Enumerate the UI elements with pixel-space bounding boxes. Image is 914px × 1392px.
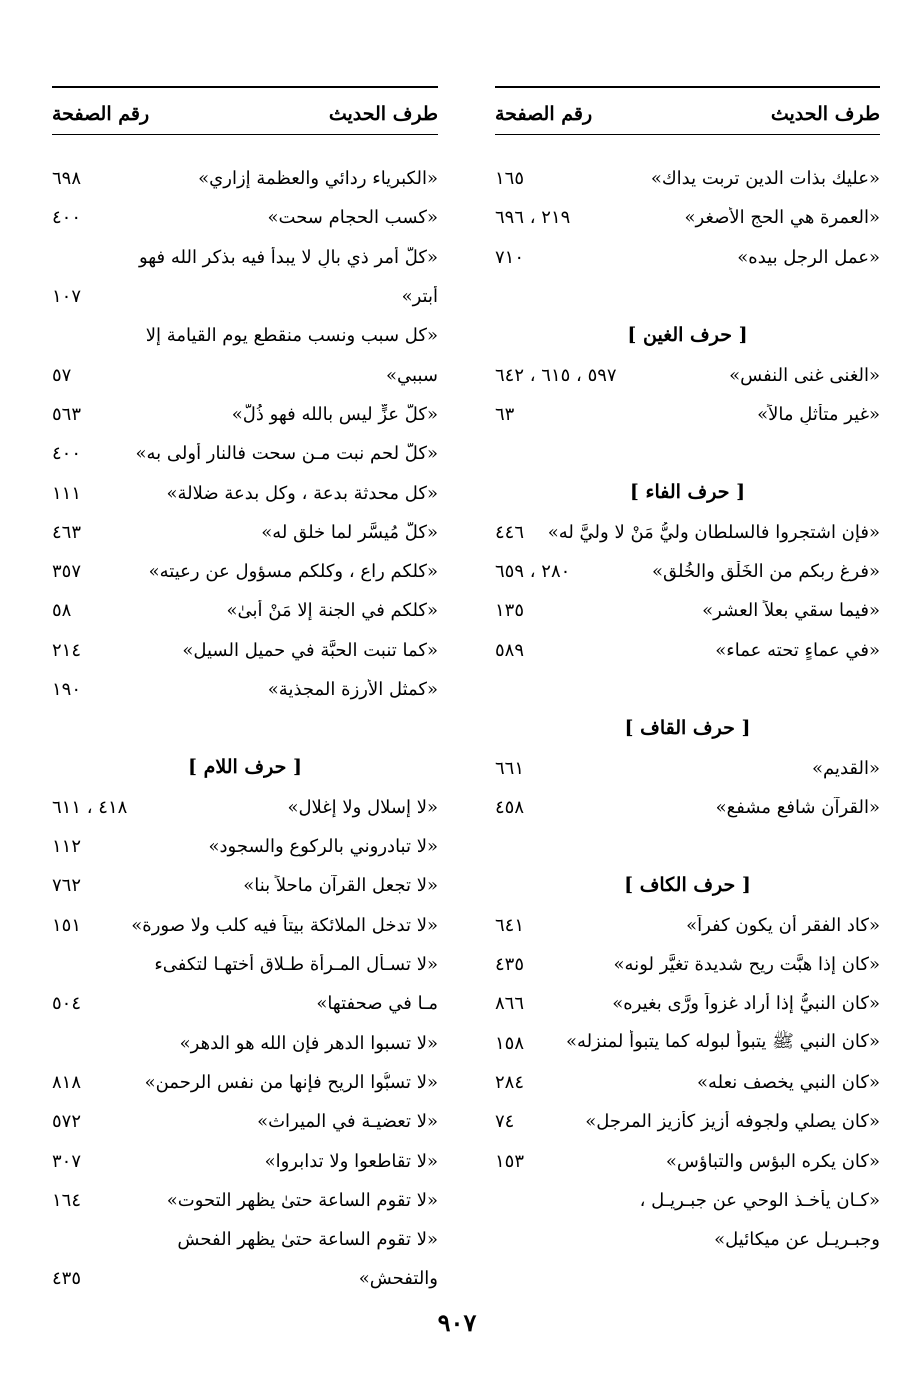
page-ref: ١٠٧ (52, 286, 82, 308)
page-ref: ٨٦٦ (495, 993, 525, 1015)
index-entry (52, 1102, 438, 1141)
index-entry (495, 984, 880, 1023)
left-column (52, 86, 438, 1299)
hadith-text: «كل محدثة بدعة ، وكل بدعة ضلالة» (166, 482, 438, 504)
index-entry (495, 906, 880, 945)
index-entry (495, 355, 880, 394)
page-ref: ١٦٥ (495, 168, 525, 190)
term-header: طرف الحديث (770, 103, 880, 125)
section-gap (495, 827, 880, 866)
index-entry (495, 591, 880, 630)
page-ref: ٣٥٧ (52, 561, 82, 583)
page-ref: ١٣٥ (495, 600, 525, 622)
column-header (52, 94, 438, 135)
section-gap (495, 670, 880, 709)
index-entry (495, 1063, 880, 1102)
index-entry (52, 552, 438, 591)
hadith-text: «كاد الفقر أن يكون كفراً» (686, 914, 880, 936)
section-heading: [ حرف القاف ] (624, 717, 751, 740)
hadith-text: «القديم» (811, 757, 880, 779)
page-ref: ١١١ (52, 482, 82, 504)
page-ref: ١٦٤ (52, 1189, 82, 1211)
page-header: رقم الصفحة (52, 103, 150, 125)
hadith-text: «كان يصلي ولجوفه أزيز كأزيز المرجل» (585, 1111, 880, 1133)
page-ref: ٥٨٩ (495, 639, 525, 661)
index-entry (495, 945, 880, 984)
page-ref: ٦٤١ (495, 914, 525, 936)
page-ref: ٤٠٠ (52, 443, 82, 465)
page-ref: ٤٠٠ (52, 207, 82, 229)
hadith-text: «كلٌّ مُيسَّر لما خلق له» (261, 521, 438, 543)
page-ref: ٥٨ (52, 600, 72, 622)
page-ref: ١٥٣ (495, 1150, 525, 1172)
index-entry (52, 945, 438, 984)
column-header (495, 94, 880, 135)
top-rule (495, 86, 880, 88)
section-gap (52, 709, 438, 748)
hadith-text: «لا إسلال ولا إغلال» (287, 796, 438, 818)
hadith-text: «فإن اشتجروا فالسلطان وليُّ مَنْ لا وليَّ له» (547, 521, 880, 543)
index-entry (52, 1220, 438, 1259)
hadith-text: «كلُّ لحم نبت مـن سحت فالنار أولى به» (135, 443, 438, 465)
section-gap (495, 277, 880, 316)
hadith-text: «العمرة هي الحج الأصغر» (684, 207, 880, 229)
page-ref: ١٥٨ (495, 1032, 525, 1054)
hadith-text: «كلكم في الجنة إلا مَنْ أبىٰ» (226, 600, 438, 622)
hadith-text: «فيما سقي بعلاً العشر» (702, 600, 880, 622)
page-ref: ٢١٤ (52, 639, 82, 661)
hadith-text: «كلكم راعٍ ، وكلكم مسؤول عن رعيته» (148, 561, 438, 583)
hadith-text: «فرغ ربكم من الخَلْق والخُلق» (652, 561, 880, 583)
index-entry (52, 788, 438, 827)
index-entry (52, 238, 438, 277)
hadith-text: «الكبرياء ردائي والعظمة إزاري» (198, 168, 438, 190)
hadith-text: «لا تسبُّوا الريح فإنها من نفس الرحمن» (144, 1071, 438, 1093)
hadith-text: «لا تدخل الملائكة بيتاً فيه كلب ولا صورة» (131, 914, 438, 936)
page-ref: ٥٠٤ (52, 993, 82, 1015)
hadith-text: «عمل الرجل بيده» (737, 246, 880, 268)
index-entry (52, 434, 438, 473)
index-entry (495, 748, 880, 787)
index-entry (495, 1102, 880, 1141)
hadith-text: «الغنى غنى النفس» (729, 364, 880, 386)
hadith-text: مـا في صحفتها» (316, 993, 438, 1015)
index-list (52, 159, 438, 1299)
index-entry (495, 1024, 880, 1063)
index-entry (52, 1063, 438, 1102)
hadith-text: «لا تقوم الساعة حتىٰ يظهر الفحش (177, 1229, 438, 1251)
page-ref: ٦٣ (495, 403, 515, 425)
section-heading: [ حرف الكاف ] (624, 874, 751, 897)
hadith-text: «كل سبب ونسب منقطع يوم القيامة إلا (145, 325, 438, 347)
hadith-text: «كـان يأخـذ الوحي عن جبـريـل ، (639, 1189, 880, 1211)
page-ref: ٧٦٢ (52, 875, 82, 897)
index-entry (52, 866, 438, 905)
index-entry (495, 1181, 880, 1220)
page-ref: ٧٤ (495, 1111, 515, 1133)
page-ref: ٤٦٣ (52, 521, 82, 543)
index-entry (495, 631, 880, 670)
index-entry (495, 513, 880, 552)
hadith-text: «كلُّ أمر ذي بالٍ لا يبدأ فيه بذكر الله فهو (138, 246, 438, 268)
hadith-text: «كلُّ عزٍّ ليس بالله فهو ذُلٌّ» (231, 403, 438, 425)
index-entry (52, 277, 438, 316)
page-ref: ١٩٠ (52, 679, 82, 700)
hadith-text: «القرآن شافع مشفع» (715, 796, 880, 818)
index-entry (52, 670, 438, 709)
hadith-text: «لا تبادروني بالركوع والسجود» (208, 836, 438, 858)
index-entry (52, 1259, 438, 1298)
index-entry (52, 513, 438, 552)
hadith-text: «كمثل الأرزة المجذية» (267, 679, 438, 700)
index-entry (495, 788, 880, 827)
page-ref: ٦٩٨ (52, 168, 82, 190)
index-entry (52, 316, 438, 355)
top-rule (52, 86, 438, 88)
page-ref: ٢٨٤ (495, 1071, 525, 1093)
page-ref: ٥٧ (52, 364, 72, 386)
section-heading: [ حرف اللام ] (188, 756, 302, 779)
index-entry (52, 395, 438, 434)
page-ref: ٢٨٠ ، ٦٥٩ (495, 561, 571, 583)
section-heading: [ حرف الفاء ] (629, 481, 746, 504)
index-entry (52, 198, 438, 237)
page-ref: ٣٠٧ (52, 1150, 82, 1172)
page-ref: ٤٣٥ (52, 1268, 82, 1290)
hadith-text: «عليك بذات الدين تربت يداك» (650, 168, 880, 190)
section-gap (495, 434, 880, 473)
hadith-text: «لا تجعل القرآن ماحلاً بنا» (243, 875, 438, 897)
term-header: طرف الحديث (328, 103, 438, 125)
page-ref: ٤٥٨ (495, 796, 525, 818)
hadith-text: «كان النبيُّ إذا أراد غزواً ورَّى بغيره» (612, 993, 880, 1015)
hadith-text: «غير متأثلٍ مالاً» (757, 403, 880, 425)
hadith-text: «لا تعضيـة في الميراث» (257, 1111, 438, 1133)
page-ref: ٦٦١ (495, 757, 525, 779)
index-entry (495, 1141, 880, 1180)
hadith-text: والتفحش» (358, 1268, 438, 1290)
hadith-text: «كان إذا هبَّت ريح شديدة تغيَّر لونه» (613, 954, 880, 976)
page-ref: ٧١٠ (495, 246, 525, 268)
index-entry (52, 355, 438, 394)
index-entry (52, 159, 438, 198)
right-column (495, 86, 880, 1259)
index-entry (52, 473, 438, 512)
index-list (495, 159, 880, 1259)
index-entry (52, 1181, 438, 1220)
page-ref: ٨١٨ (52, 1071, 82, 1093)
hadith-text: أبتر» (401, 286, 438, 308)
page-ref: ٤٤٦ (495, 521, 525, 543)
page-number: ٩٠٧ (437, 1308, 477, 1337)
index-entry (52, 1141, 438, 1180)
page-header: رقم الصفحة (495, 103, 593, 125)
index-entry (52, 827, 438, 866)
hadith-text: «لا تسـأل المـرأة طـلاق أختهـا لتكفىء (154, 954, 438, 976)
page-ref: ٥٧٢ (52, 1111, 82, 1133)
hadith-text: «كان النبي ﷺ يتبوأ لبوله كما يتبوأ لمنزله» (566, 1031, 880, 1053)
hadith-text: وجبـريـل عن ميكائيل» (714, 1229, 880, 1251)
index-entry (52, 631, 438, 670)
hadith-text: سببي» (386, 364, 438, 386)
hadith-text: «في عماءٍ تحته عماء» (715, 639, 880, 661)
page-ref: ٥٩٧ ، ٦١٥ ، ٦٤٢ (495, 364, 617, 386)
page-ref: ٢١٩ ، ٦٩٦ (495, 207, 571, 229)
index-entry (495, 552, 880, 591)
index-entry (52, 906, 438, 945)
index-entry (495, 238, 880, 277)
index-entry (495, 159, 880, 198)
section-heading: [ حرف الغين ] (627, 324, 748, 347)
index-entry (495, 395, 880, 434)
index-entry (495, 198, 880, 237)
hadith-text: «لا تسبوا الدهر فإن الله هو الدهر» (179, 1032, 438, 1054)
page-ref: ١٥١ (52, 914, 82, 936)
page-ref: ٥٦٣ (52, 403, 82, 425)
index-entry (52, 591, 438, 630)
index-entry (495, 1220, 880, 1259)
index-entry (52, 1024, 438, 1063)
hadith-text: «كان النبي يخصف نعله» (697, 1071, 880, 1093)
page-ref: ١١٢ (52, 836, 82, 858)
page-ref: ٤٣٥ (495, 954, 525, 976)
hadith-text: «كسب الحجام سحت» (267, 207, 438, 229)
hadith-text: «كما تنبت الحبَّة في حميل السيل» (182, 639, 438, 661)
hadith-text: «لا تقاطعوا ولا تدابروا» (264, 1150, 438, 1172)
hadith-text: «لا تقوم الساعة حتىٰ يظهر التحوت» (166, 1189, 438, 1211)
page-ref: ٤١٨ ، ٦١١ (52, 796, 128, 818)
index-entry (52, 984, 438, 1023)
hadith-text: «كان يكره البؤس والتباؤس» (665, 1150, 880, 1172)
